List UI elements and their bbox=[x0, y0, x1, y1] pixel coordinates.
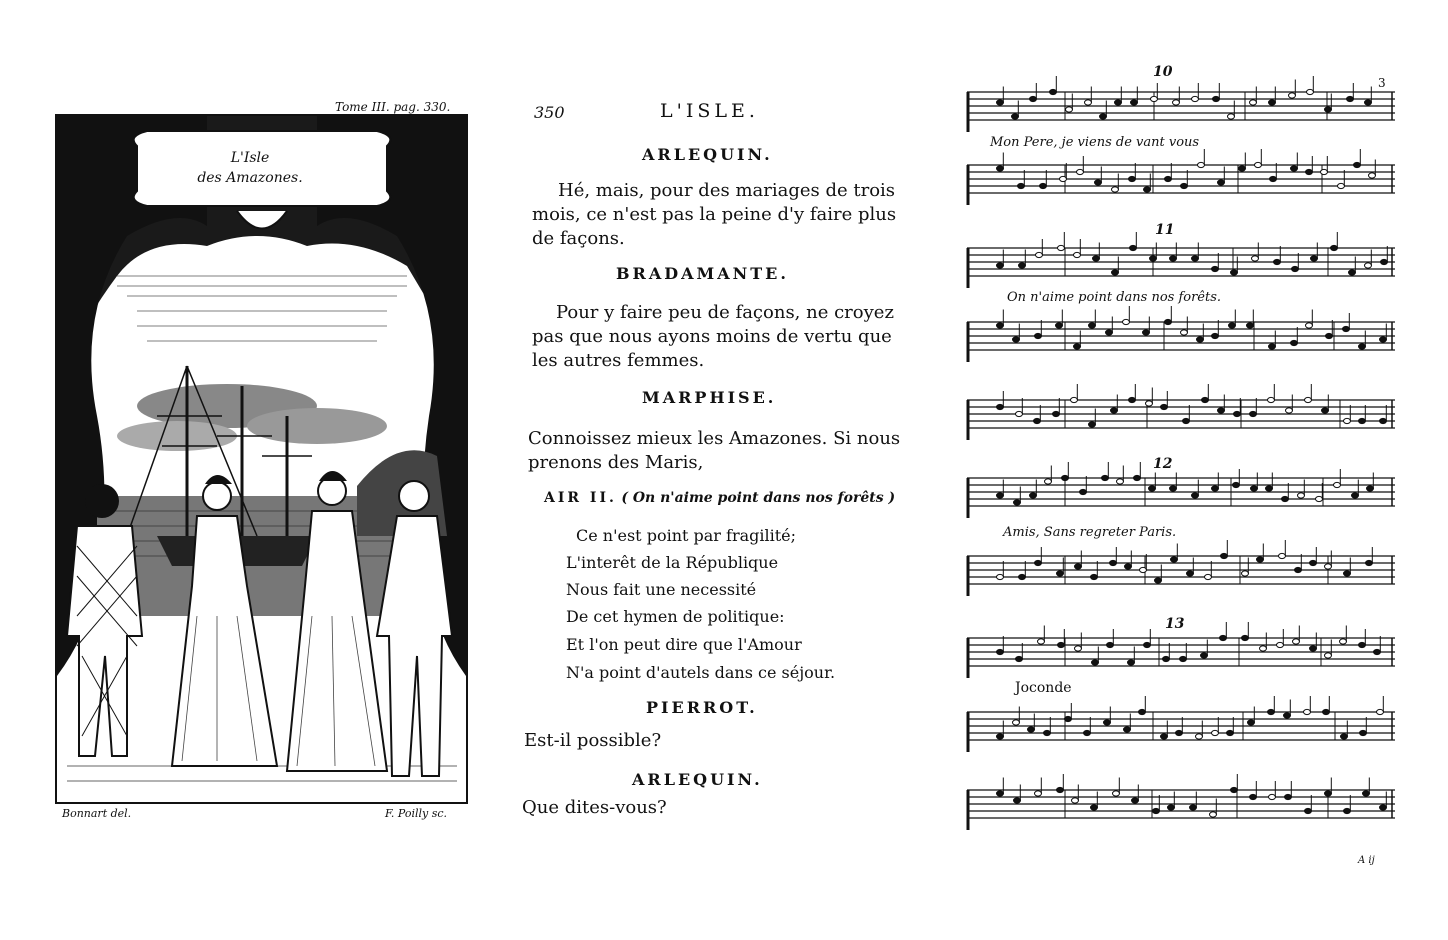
speech-line: les autres femmes. bbox=[532, 350, 705, 371]
engraving-plate bbox=[55, 114, 468, 804]
air-number: 10 bbox=[1153, 64, 1173, 80]
music-page bbox=[955, 60, 1405, 880]
speech-line: mois, ce n'est pas la peine d'y faire plus bbox=[532, 204, 897, 225]
speaker-name: PIERROT. bbox=[646, 698, 758, 717]
verse-line: Et l'on peut dire que l'Amour bbox=[566, 635, 802, 654]
music-staff bbox=[967, 76, 1395, 132]
engraving-page bbox=[0, 0, 500, 940]
catchword: A ij bbox=[1358, 855, 1375, 866]
engraving-illustration bbox=[57, 116, 466, 802]
air-number: 12 bbox=[1153, 456, 1173, 472]
music-staff bbox=[967, 462, 1395, 518]
speech-line: pas que nous ayons moins de vertu que bbox=[532, 326, 892, 347]
speaker-name: BRADAMANTE. bbox=[616, 264, 789, 283]
speech-line: Pour y faire peu de façons, ne croyez bbox=[556, 302, 894, 323]
speaker-name: ARLEQUIN. bbox=[642, 145, 773, 164]
music-staff bbox=[967, 540, 1395, 596]
air-heading bbox=[544, 490, 895, 506]
cartouche-line: L'Isle bbox=[230, 150, 270, 166]
speech-line: Est-il possible? bbox=[524, 730, 662, 751]
speech-line: Connoissez mieux les Amazones. Si nous bbox=[528, 428, 901, 449]
air-lyric: Mon Pere, je viens de vant vous bbox=[990, 135, 1200, 150]
designer-credit: Bonnart del. bbox=[62, 807, 132, 820]
air-lyric: Joconde bbox=[1015, 680, 1072, 696]
text-page bbox=[520, 0, 910, 940]
running-head: L'ISLE. bbox=[660, 100, 759, 122]
air-number: 13 bbox=[1165, 616, 1185, 632]
speech-line: Hé, mais, pour des mariages de trois bbox=[558, 180, 896, 201]
speech-line: Que dites-vous? bbox=[522, 797, 667, 818]
speech-line: prenons des Maris, bbox=[528, 452, 704, 473]
air-number: 11 bbox=[1155, 222, 1175, 238]
verse-line: N'a point d'autels dans ce séjour. bbox=[566, 663, 836, 682]
speaker-name: MARPHISE. bbox=[642, 388, 777, 407]
verse-line: Nous fait une necessité bbox=[566, 580, 757, 599]
page-number: 350 bbox=[534, 103, 565, 122]
music-staff bbox=[967, 306, 1395, 362]
speech-line: de façons. bbox=[532, 228, 625, 249]
air-lyric: Amis, Sans regreter Paris. bbox=[1003, 525, 1177, 540]
cartouche-title bbox=[160, 148, 340, 188]
engraver-credit: F. Poilly sc. bbox=[385, 807, 448, 820]
tome-reference: Tome III. pag. 330. bbox=[335, 100, 451, 114]
verse-line: L'interêt de la République bbox=[566, 553, 779, 572]
verse-line: Ce n'est point par fragilité; bbox=[576, 526, 797, 545]
music-staff bbox=[967, 774, 1395, 830]
air-title: ( On n'aime point dans nos forêts ) bbox=[621, 490, 896, 506]
air-label: AIR II. bbox=[544, 490, 617, 506]
cartouche-line: des Amazones. bbox=[197, 170, 303, 186]
music-staves bbox=[955, 60, 1405, 880]
page-marker: 3 bbox=[1378, 76, 1386, 90]
speaker-name: ARLEQUIN. bbox=[632, 770, 763, 789]
air-lyric: On n'aime point dans nos forêts. bbox=[1007, 290, 1222, 305]
verse-line: De cet hymen de politique: bbox=[566, 607, 785, 626]
music-staff bbox=[967, 696, 1395, 752]
music-staff bbox=[967, 232, 1395, 288]
music-staff bbox=[967, 384, 1395, 440]
music-staff bbox=[967, 149, 1395, 205]
